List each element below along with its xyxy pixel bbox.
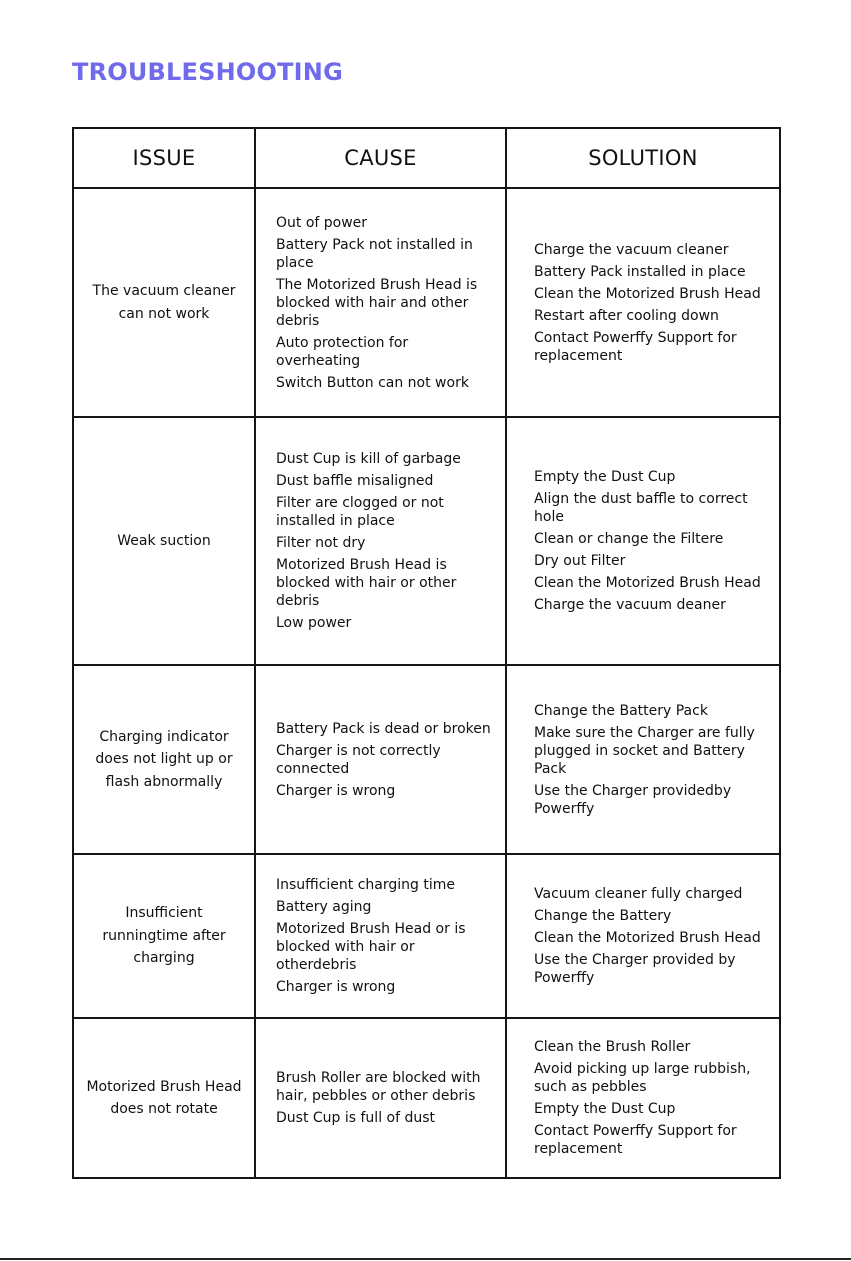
- cause-item: Motorized Brush Head or is blocked with hair or otherdebris: [276, 921, 466, 973]
- cause-item: Charger is not correctly connected: [276, 742, 441, 777]
- cause-item: Dust Cup is kill of garbage: [276, 451, 461, 467]
- solution-item: Dry out Filter: [534, 553, 626, 569]
- table-row: [73, 665, 780, 854]
- solution-item: Use the Charger providedby Powerffy: [534, 782, 732, 817]
- issue-cell: The vacuum cleaner can not work: [73, 188, 255, 417]
- cause-item: Motorized Brush Head is blocked with hair or other debris: [276, 557, 457, 609]
- cause-item: Dust baffle misaligned: [276, 473, 434, 489]
- cause-item: Battery Pack not installed in place: [276, 236, 473, 271]
- cause-item: Battery aging: [276, 899, 372, 915]
- cause-item: Brush Roller are blocked with hair, pebbles or other debris: [276, 1070, 481, 1104]
- cause-item: Out of power: [276, 214, 368, 231]
- cause-list: [276, 720, 495, 800]
- table-row: [73, 1018, 780, 1178]
- cause-item: The Motorized Brush Head is blocked with hair and other debris: [276, 276, 478, 329]
- cause-cell: [255, 854, 506, 1018]
- cause-item: Insufficient charging time: [276, 877, 455, 893]
- solution-item: Use the Charger provided by Powerffy: [534, 952, 736, 986]
- page-title: TROUBLESHOOTING: [72, 58, 343, 86]
- cause-cell: [255, 665, 506, 854]
- solution-item: Charge the vacuum deaner: [534, 597, 726, 613]
- cause-cell: [255, 188, 506, 417]
- solution-item: Align the dust baffle to correct hole: [534, 491, 748, 525]
- cause-item: Low power: [276, 615, 352, 631]
- solution-item: Avoid picking up large rubbish, such as pebbles: [534, 1061, 751, 1095]
- header-solution: SOLUTION: [506, 128, 780, 188]
- cause-item: Dust Cup is full of dust: [276, 1110, 436, 1126]
- table-row: [73, 188, 780, 417]
- solution-item: Clean the Motorized Brush Head: [534, 285, 761, 302]
- solution-item: Clean or change the Filtere: [534, 531, 724, 547]
- cause-list: [276, 876, 495, 996]
- issue-cell: Insufficient runningtime after charging: [73, 854, 255, 1018]
- solution-item: Charge the vacuum cleaner: [534, 241, 729, 258]
- cause-cell: [255, 1018, 506, 1178]
- solution-item: Battery Pack installed in place: [534, 263, 746, 280]
- issue-cell: Charging indicator does not light up or flash abnormally: [73, 665, 255, 854]
- cause-item: Charger is wrong: [276, 782, 396, 799]
- issue-cell: Motorized Brush Head does not rotate: [73, 1018, 255, 1178]
- cause-item: Auto protection for overheating: [276, 334, 409, 369]
- cause-list: [276, 450, 495, 632]
- solution-list: [534, 702, 767, 818]
- solution-item: Change the Battery Pack: [534, 702, 708, 719]
- solution-cell: [506, 188, 780, 417]
- cause-item: Filter are clogged or not installed in place: [276, 495, 444, 529]
- header-row: [73, 128, 780, 188]
- cause-list: [276, 214, 495, 392]
- issue-cell: Weak suction: [73, 417, 255, 665]
- solution-list: [534, 885, 767, 987]
- cause-item: Filter not dry: [276, 535, 366, 551]
- solution-item: Vacuum cleaner fully charged: [534, 886, 743, 902]
- solution-list: [534, 241, 767, 365]
- solution-item: Clean the Motorized Brush Head: [534, 575, 761, 591]
- solution-cell: [506, 854, 780, 1018]
- solution-item: Empty the Dust Cup: [534, 1101, 676, 1117]
- cause-list: [276, 1069, 495, 1127]
- cause-item: Battery Pack is dead or broken: [276, 720, 491, 737]
- cause-item: Charger is wrong: [276, 979, 396, 995]
- bottom-divider: [0, 1258, 851, 1260]
- solution-item: Empty the Dust Cup: [534, 469, 676, 485]
- header-cause: CAUSE: [255, 128, 506, 188]
- solution-item: Clean the Motorized Brush Head: [534, 930, 761, 946]
- solution-cell: [506, 417, 780, 665]
- solution-item: Make sure the Charger are fully plugged in socket and Battery Pack: [534, 724, 755, 777]
- cause-item: Switch Button can not work: [276, 374, 469, 391]
- solution-item: Clean the Brush Roller: [534, 1039, 691, 1055]
- solution-item: Change the Battery: [534, 908, 672, 924]
- table-row: [73, 854, 780, 1018]
- troubleshooting-table: [72, 127, 781, 1179]
- solution-item: Contact Powerffy Support for replacement: [534, 1123, 737, 1157]
- cause-cell: [255, 417, 506, 665]
- solution-item: Contact Powerffy Support for replacement: [534, 329, 737, 364]
- header-issue: ISSUE: [73, 128, 255, 188]
- solution-cell: [506, 665, 780, 854]
- solution-cell: [506, 1018, 780, 1178]
- solution-list: [534, 1038, 767, 1158]
- solution-item: Restart after cooling down: [534, 307, 719, 324]
- table-row: [73, 417, 780, 665]
- solution-list: [534, 468, 767, 614]
